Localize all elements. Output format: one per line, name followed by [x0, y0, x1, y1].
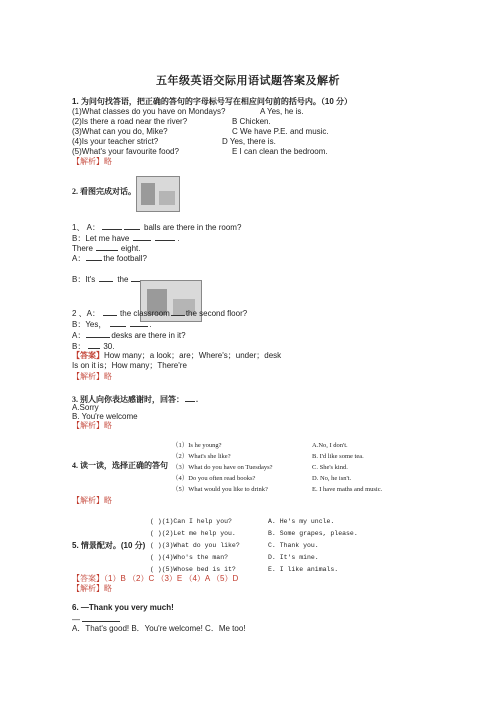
q5-left-5: ( )(5)Whose bed is it?	[150, 566, 236, 573]
q5-left-3: ( )(3)What do you like?	[150, 542, 240, 549]
q5-left-2: ( )(2)Let me help you.	[150, 530, 236, 537]
q4-left-4: （4）Do you often read books?	[172, 475, 256, 482]
q2-part2-line4: B： 30.	[72, 342, 115, 351]
q6-answer-line: —	[72, 613, 120, 625]
q1-right-b: B Chicken.	[232, 117, 271, 126]
room-picture-1	[136, 176, 180, 212]
q2-heading: 2. 看图完成对话。	[72, 187, 136, 196]
q5-right-e: E. I like animals.	[268, 566, 339, 573]
q4-right-d: D. No, he isn't.	[312, 475, 352, 482]
q4-heading: 4. 读一读，选择正确的答句	[72, 461, 168, 470]
q1-left-5: (5)What's your favourite food?	[72, 147, 179, 156]
q2-part2-line3: A： desks are there in it?	[72, 331, 186, 340]
q5-left-4: ( )(4)Who's the man?	[150, 554, 229, 561]
q2-answer: 【答案】How many；a look；are；Where's；under；desk	[72, 351, 282, 360]
page-title: 五年级英语交际用语试题答案及解析	[156, 75, 340, 87]
q5-left-1: ( )(1)Can I help you?	[150, 518, 232, 525]
q2-line4: A： the football?	[72, 254, 147, 263]
q4-right-e: E. I have maths and music.	[312, 486, 383, 493]
q5-right-c: C. Thank you.	[268, 542, 319, 549]
q1-right-c: C We have P.E. and music.	[232, 127, 329, 136]
q4-right-a: A.No, I don't.	[312, 442, 348, 449]
q2-part2-line2: B：Yes， .	[72, 320, 152, 329]
q5-right-d: D. It's mine.	[268, 554, 319, 561]
q4-analysis: 【解析】略	[72, 496, 112, 505]
q1-heading: 1. 为问句找答语，把正确的答句的字母标号写在相应问句前的括号内。（10 分）	[72, 97, 353, 106]
q1-left-4: (4)Is your teacher strict?	[72, 137, 159, 146]
q1-right-a: A Yes, he is.	[260, 107, 304, 116]
q2-answer-2: Is on it is；How many；There're	[72, 361, 187, 370]
q5-right-a: A. He's my uncle.	[268, 518, 335, 525]
q2-analysis: 【解析】略	[72, 372, 112, 381]
q1-right-d: D Yes, there is.	[222, 137, 276, 146]
q3-option-b: B. You're welcome	[72, 412, 138, 421]
q2-part2-line1: 2 、A： the classroom the second floor?	[72, 309, 248, 318]
q1-left-2: (2)Is there a road near the river?	[72, 117, 188, 126]
q5-answer: 【答案】（1）B （2）C （3）E （4）A （5）D	[72, 574, 239, 583]
q1-left-1: (1)What classes do you have on Mondays?	[72, 107, 226, 116]
q4-left-2: （2）What's she like?	[172, 453, 231, 460]
q3-option-a: A.Sorry	[72, 403, 99, 412]
q4-left-5: （5）What would you like to drink?	[172, 486, 268, 493]
q1-analysis: 【解析】略	[72, 157, 112, 166]
q3-heading: 3. 别人向你表达感谢时，回答： .	[72, 395, 198, 404]
q2-line5: B：It's the	[72, 273, 153, 285]
q4-left-1: （1）Is he young?	[172, 442, 222, 449]
q6-options: A．That's good! B．You're welcome! C．Me too!	[72, 624, 246, 633]
q5-analysis: 【解析】略	[72, 584, 112, 593]
q1-right-e: E I can clean the bedroom.	[232, 147, 328, 156]
q4-right-b: B. I'd like some tea.	[312, 453, 364, 460]
q6-heading: 6. —Thank you very much!	[72, 603, 174, 612]
q5-heading: 5. 情景配对。(10 分)	[72, 541, 146, 550]
q4-right-c: C. She's kind.	[312, 464, 348, 471]
q2-line1: 1、 A： balls are there in the room?	[72, 223, 242, 232]
q3-analysis: 【解析】略	[72, 421, 112, 430]
q2-line2: B：Let me have .	[72, 234, 180, 243]
q4-left-3: （3）What do you have on Tuesdays?	[172, 464, 273, 471]
q2-line3: There eight.	[72, 244, 141, 253]
q1-left-3: (3)What can you do, Mike?	[72, 127, 168, 136]
q5-right-b: B. Some grapes, please.	[268, 530, 358, 537]
